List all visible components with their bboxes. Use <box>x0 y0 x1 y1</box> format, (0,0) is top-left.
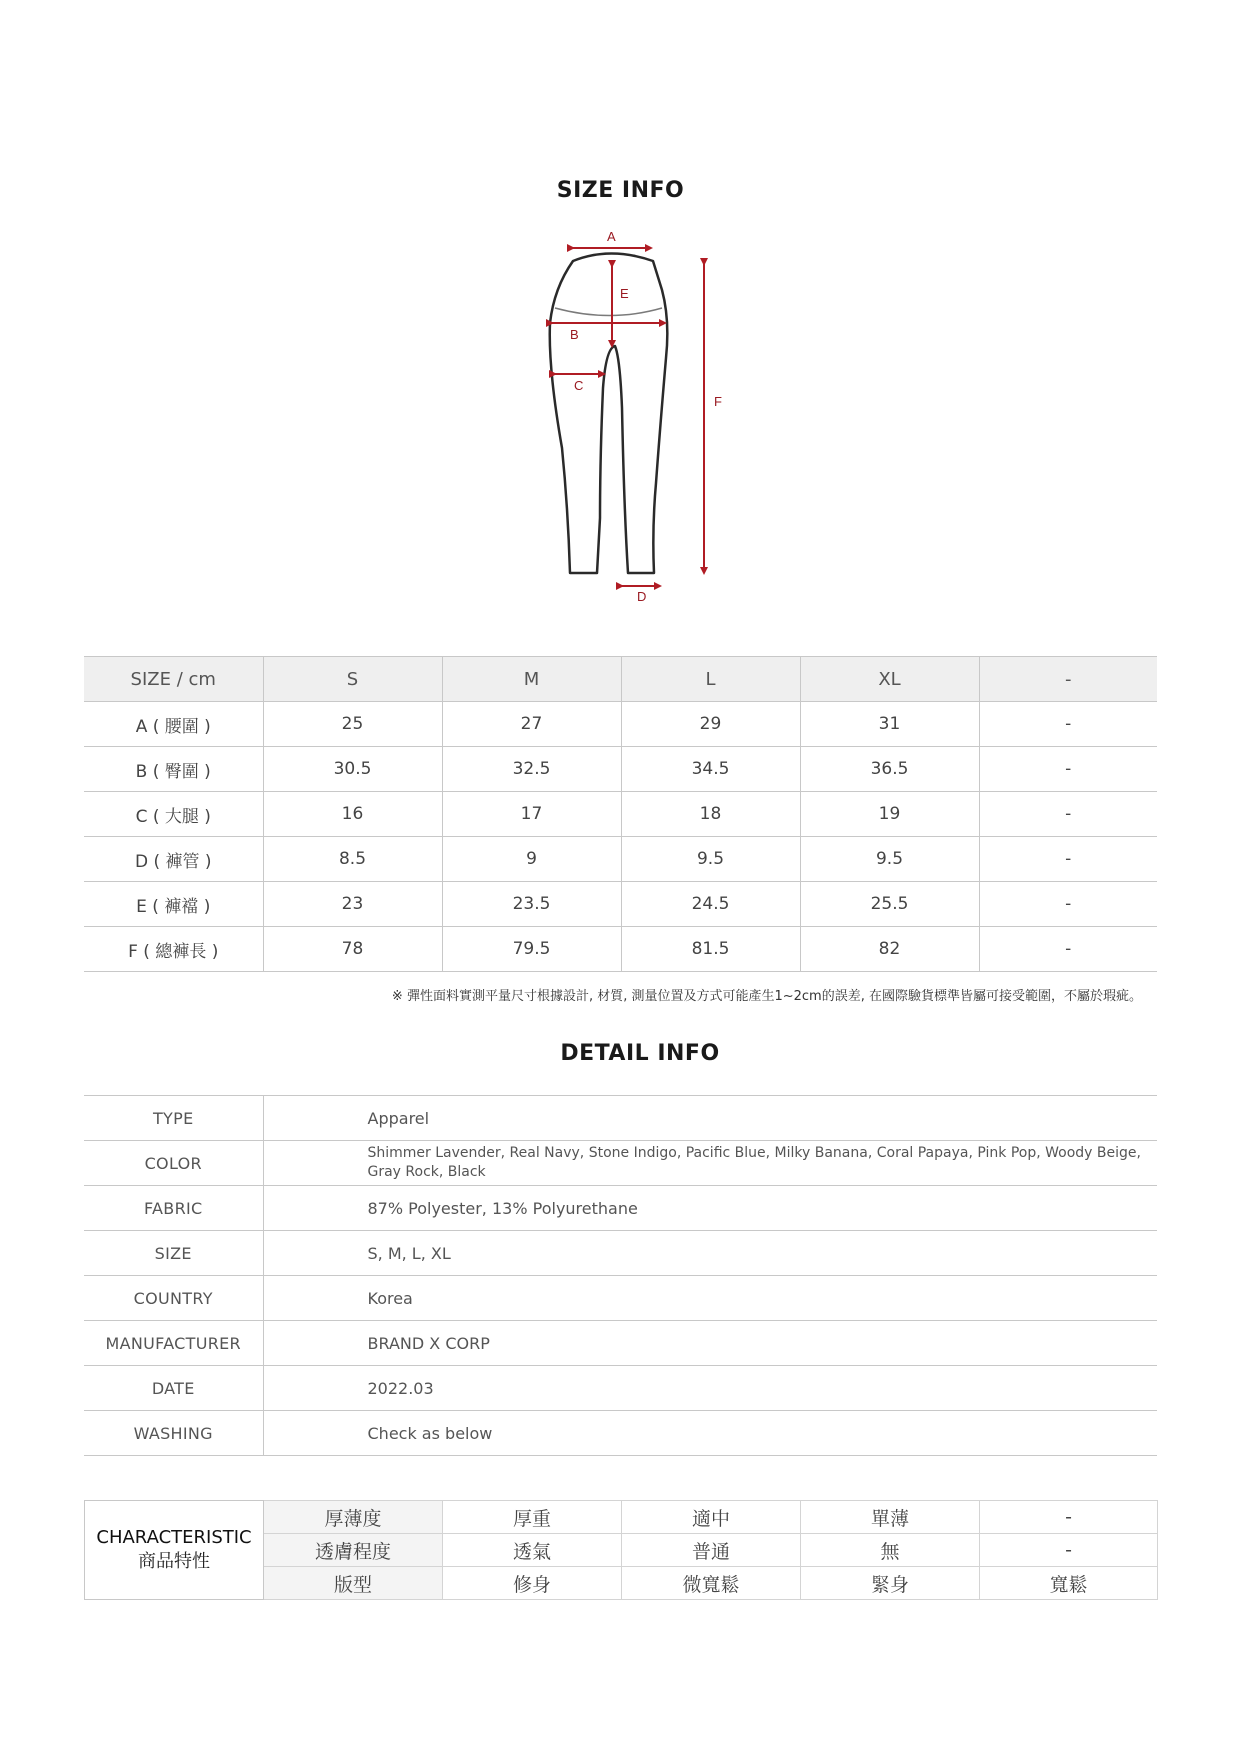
row-label: E ( 褲襠 ) <box>84 882 263 927</box>
detail-label: TYPE <box>84 1096 263 1141</box>
table-cell: 24.5 <box>621 882 800 927</box>
table-cell: - <box>979 747 1157 792</box>
detail-label: COLOR <box>84 1141 263 1186</box>
table-cell: 82 <box>800 927 979 972</box>
detail-label: FABRIC <box>84 1186 263 1231</box>
detail-value: BRAND X CORP <box>263 1321 1157 1366</box>
char-option: 微寬鬆 <box>622 1567 801 1600</box>
header-cell: M <box>442 657 621 702</box>
table-cell: 36.5 <box>800 747 979 792</box>
table-row <box>84 837 1157 882</box>
pants-outline <box>550 254 668 574</box>
table-cell: 19 <box>800 792 979 837</box>
table-cell: 31 <box>800 702 979 747</box>
table-cell: 30.5 <box>263 747 442 792</box>
char-attribute: 版型 <box>264 1567 443 1600</box>
table-cell: 8.5 <box>263 837 442 882</box>
detail-label: SIZE <box>84 1231 263 1276</box>
table-cell: 16 <box>263 792 442 837</box>
table-cell: 9.5 <box>621 837 800 882</box>
characteristic-table <box>84 1500 1158 1600</box>
label-d: D <box>637 589 647 603</box>
detail-value: Korea <box>263 1276 1157 1321</box>
table-cell: - <box>979 927 1157 972</box>
table-row <box>84 882 1157 927</box>
detail-label: MANUFACTURER <box>84 1321 263 1366</box>
header-cell: L <box>621 657 800 702</box>
char-option: - <box>980 1501 1158 1534</box>
detail-value: S, M, L, XL <box>263 1231 1157 1276</box>
table-cell: 29 <box>621 702 800 747</box>
detail-value: Shimmer Lavender, Real Navy, Stone Indigo, Pacific Blue, Milky Banana, Coral Papaya, Pink Pop, Woody Beige, Gray Rock, Black <box>263 1141 1157 1186</box>
characteristic-label <box>85 1501 264 1600</box>
char-attribute: 厚薄度 <box>264 1501 443 1534</box>
table-cell: 25.5 <box>800 882 979 927</box>
char-attribute: 透膚程度 <box>264 1534 443 1567</box>
table-cell: - <box>979 837 1157 882</box>
table-row <box>84 747 1157 792</box>
header-cell: SIZE / cm <box>84 657 263 702</box>
table-cell: - <box>979 882 1157 927</box>
char-row-thickness <box>85 1501 1158 1534</box>
char-option: 修身 <box>443 1567 622 1600</box>
table-cell: 23.5 <box>442 882 621 927</box>
char-option: - <box>980 1534 1158 1567</box>
row-label: C ( 大腿 ) <box>84 792 263 837</box>
table-cell: - <box>979 792 1157 837</box>
detail-value: 87% Polyester, 13% Polyurethane <box>263 1186 1157 1231</box>
detail-table <box>84 1095 1157 1456</box>
size-table-header <box>84 657 1157 702</box>
label-c: C <box>574 378 584 393</box>
detail-row-country <box>84 1276 1157 1321</box>
table-cell: - <box>979 702 1157 747</box>
table-cell: 18 <box>621 792 800 837</box>
table-row <box>84 927 1157 972</box>
table-cell: 25 <box>263 702 442 747</box>
char-option: 緊身 <box>801 1567 980 1600</box>
detail-row-washing <box>84 1411 1157 1456</box>
char-option: 寬鬆 <box>980 1567 1158 1600</box>
size-table <box>84 656 1157 972</box>
detail-row-fabric <box>84 1186 1157 1231</box>
characteristic-label-en: CHARACTERISTIC <box>96 1527 252 1548</box>
char-option: 透氣 <box>443 1534 622 1567</box>
detail-value: Apparel <box>263 1096 1157 1141</box>
detail-row-type <box>84 1096 1157 1141</box>
table-cell: 9.5 <box>800 837 979 882</box>
table-cell: 17 <box>442 792 621 837</box>
table-cell: 27 <box>442 702 621 747</box>
detail-label: COUNTRY <box>84 1276 263 1321</box>
row-label: A ( 腰圍 ) <box>84 702 263 747</box>
label-f: F <box>714 394 722 409</box>
row-label: B ( 臀圍 ) <box>84 747 263 792</box>
detail-row-size <box>84 1231 1157 1276</box>
row-label: D ( 褲管 ) <box>84 837 263 882</box>
detail-value: Check as below <box>263 1411 1157 1456</box>
char-option: 厚重 <box>443 1501 622 1534</box>
char-option: 無 <box>801 1534 980 1567</box>
label-e: E <box>620 286 629 301</box>
table-cell: 79.5 <box>442 927 621 972</box>
table-cell: 9 <box>442 837 621 882</box>
detail-row-color <box>84 1141 1157 1186</box>
table-cell: 81.5 <box>621 927 800 972</box>
table-cell: 32.5 <box>442 747 621 792</box>
pants-measurement-diagram <box>540 228 740 603</box>
label-b: B <box>570 327 579 342</box>
detail-row-date <box>84 1366 1157 1411</box>
label-a: A <box>607 229 616 244</box>
row-label: F ( 總褲長 ) <box>84 927 263 972</box>
table-row <box>84 702 1157 747</box>
header-cell: - <box>979 657 1157 702</box>
header-cell: XL <box>800 657 979 702</box>
header-cell: S <box>263 657 442 702</box>
char-option: 適中 <box>622 1501 801 1534</box>
size-info-title: SIZE INFO <box>556 178 685 203</box>
detail-label: WASHING <box>84 1411 263 1456</box>
char-option: 單薄 <box>801 1501 980 1534</box>
table-row <box>84 792 1157 837</box>
characteristic-label-zh: 商品特性 <box>138 1551 210 1572</box>
char-option: 普通 <box>622 1534 801 1567</box>
table-cell: 23 <box>263 882 442 927</box>
table-cell: 78 <box>263 927 442 972</box>
measurement-note: ※ 彈性面料實測平量尺寸根據設計, 材質, 測量位置及方式可能產生1~2cm的誤差, 在國際驗貨標準皆屬可接受範圍，不屬於瑕疵。 <box>391 989 1142 1004</box>
detail-info-title: DETAIL INFO <box>560 1041 720 1066</box>
detail-label: DATE <box>84 1366 263 1411</box>
table-cell: 34.5 <box>621 747 800 792</box>
detail-row-manufacturer <box>84 1321 1157 1366</box>
detail-value: 2022.03 <box>263 1366 1157 1411</box>
